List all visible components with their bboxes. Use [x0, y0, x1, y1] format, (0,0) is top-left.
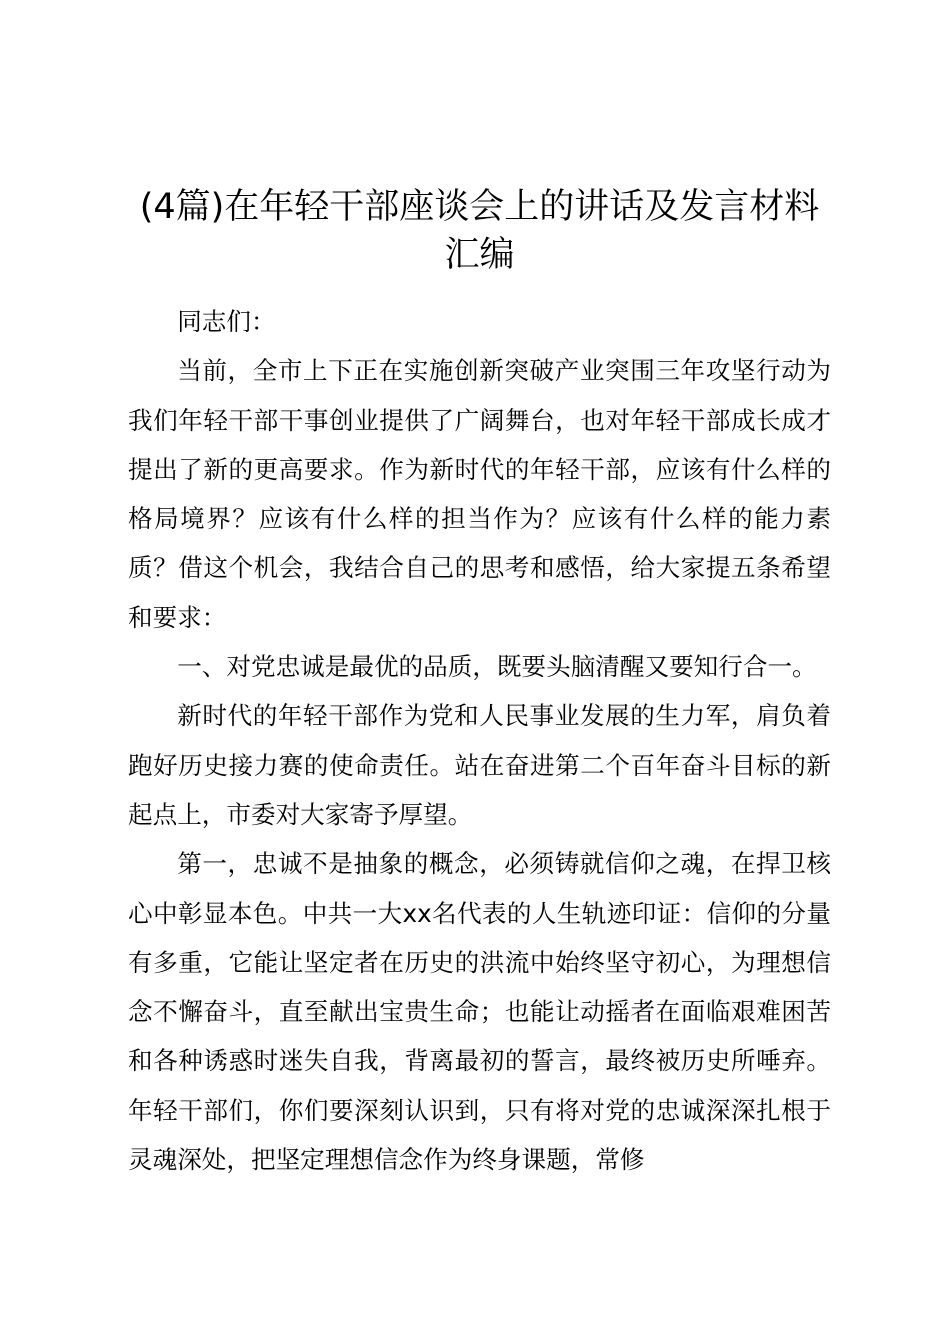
body-paragraph: 第一，忠诚不是抽象的概念，必须铸就信仰之魂，在捍卫核心中彰显本色。中共一大xx名代表的人生轨迹印证：信仰的分量有多重，它能让坚定者在历史的洪流中始终坚守初心，为理想信念不懈奋斗，直至献出宝贵生命；也能让动摇者在面临艰难困苦和各种诱惑时迷失自我，背离最初的誓言，最终被历史所唾弃。年轻干部们，你们要深刻认识到，只有将对党的忠诚深深扎根于灵魂深处，把坚定理想信念作为终身课题，常修 [128, 849, 831, 1175]
document-body [128, 297, 831, 1184]
body-paragraph: 新时代的年轻干部作为党和人民事业发展的生力军，肩负着跑好历史接力赛的使命责任。站在奋进第二个百年奋斗目标的新起点上，市委对大家寄予厚望。 [128, 701, 831, 829]
intro-paragraph: 当前，全市上下正在实施创新突破产业突围三年攻坚行动为我们年轻干部干事创业提供了广阔舞台，也对年轻干部成长成才提出了新的更高要求。作为新时代的年轻干部，应该有什么样的格局境界？应该有什么样的担当作为？应该有什么样的能力素质？借这个机会，我结合自己的思考和感悟，给大家提五条希望和要求： [128, 356, 831, 632]
document-page [128, 183, 831, 1184]
salutation-paragraph: 同志们： [177, 307, 276, 336]
document-title: (4篇)在年轻干部座谈会上的讲话及发言材料汇编 [139, 187, 820, 275]
section-heading-1: 一、对党忠诚是最优的品质，既要头脑清醒又要知行合一。 [177, 652, 817, 682]
